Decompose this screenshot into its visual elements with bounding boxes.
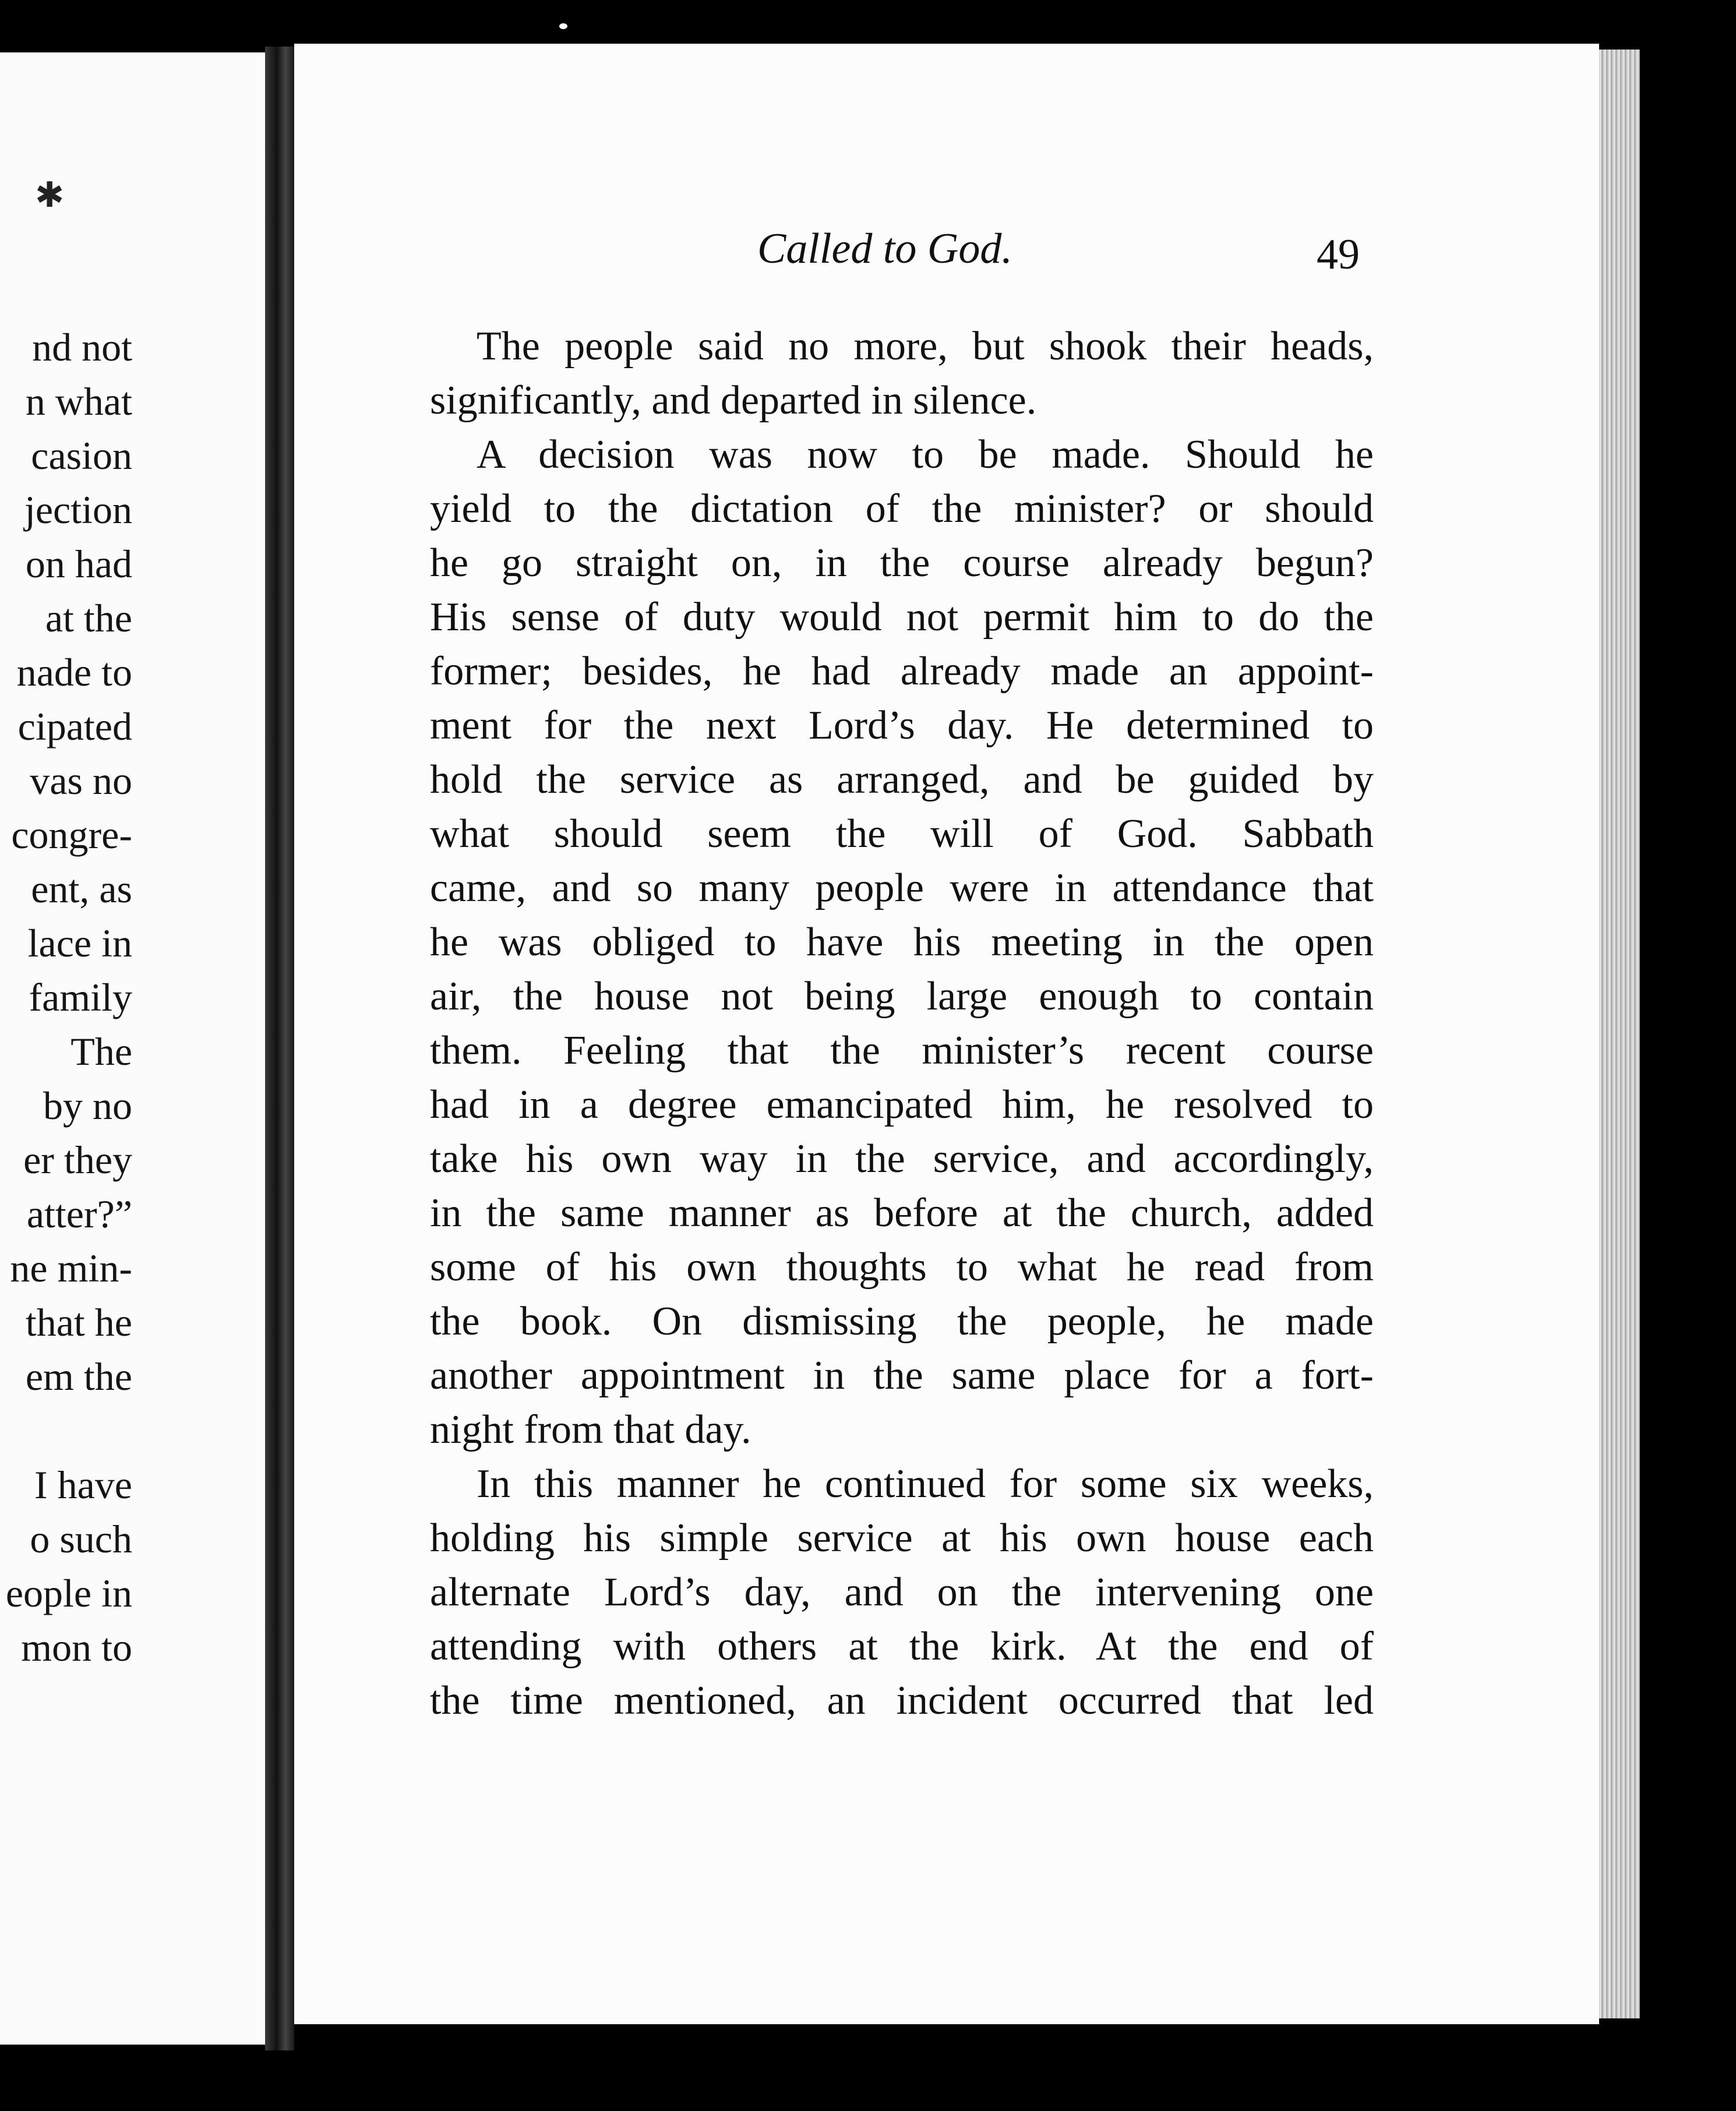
previous-page-line: congre- bbox=[11, 813, 132, 857]
book-gutter bbox=[265, 47, 294, 2050]
text-line: yield to the dictation of the minister? or should bbox=[430, 486, 1374, 531]
previous-page-line: by no bbox=[43, 1083, 132, 1128]
text-line: hold the service as arranged, and be guided by bbox=[430, 757, 1374, 802]
previous-page bbox=[0, 52, 265, 2045]
text-line: some of his own thoughts to what he read from bbox=[430, 1245, 1374, 1290]
previous-page-line: em the bbox=[25, 1354, 132, 1399]
text-line: air, the house not being large enough to contain bbox=[430, 974, 1374, 1019]
text-line: former; besides, he had already made an appoint- bbox=[430, 649, 1374, 694]
text-line: had in a degree emancipated him, he resolved to bbox=[430, 1082, 1374, 1127]
previous-page-line: n what bbox=[25, 379, 132, 423]
previous-page-line: o such bbox=[30, 1517, 132, 1561]
previous-page-line: nade to bbox=[16, 650, 132, 694]
text-line: The people said no more, but shook their heads, bbox=[477, 324, 1374, 369]
previous-page-line: I have bbox=[34, 1463, 132, 1507]
text-line: came, and so many people were in attendance that bbox=[430, 866, 1374, 910]
text-line: the book. On dismissing the people, he made bbox=[430, 1299, 1374, 1344]
previous-page-line: atter?” bbox=[26, 1192, 132, 1236]
previous-page-line: cipated bbox=[17, 704, 132, 749]
previous-page-line: that he bbox=[25, 1300, 132, 1344]
previous-page-line: nd not bbox=[32, 325, 132, 369]
text-line: what should seem the will of God. Sabbath bbox=[430, 811, 1374, 856]
text-line: attending with others at the kirk. At the end of bbox=[430, 1624, 1374, 1669]
previous-page-line: on had bbox=[25, 542, 132, 586]
previous-page-line: casion bbox=[31, 433, 132, 478]
text-line: In this manner he continued for some six weeks, bbox=[477, 1462, 1374, 1506]
text-line: night from that day. bbox=[430, 1407, 751, 1452]
previous-page-line: ent, as bbox=[31, 867, 132, 911]
text-line: he was obliged to have his meeting in the open bbox=[430, 920, 1374, 965]
previous-page-line: jection bbox=[24, 488, 132, 532]
running-header-title: Called to God. bbox=[757, 225, 1012, 273]
text-line: A decision was now to be made. Should he bbox=[477, 432, 1374, 477]
previous-page-line: eople in bbox=[5, 1571, 132, 1615]
previous-page-line: family bbox=[29, 975, 132, 1019]
text-line: them. Feeling that the minister’s recent course bbox=[430, 1028, 1374, 1073]
previous-page-line: The bbox=[70, 1029, 132, 1074]
text-line: His sense of duty would not permit him to do the bbox=[430, 595, 1374, 640]
text-line: take his own way in the service, and accordingly, bbox=[430, 1136, 1374, 1181]
previous-page-text bbox=[0, 320, 265, 1675]
page-number: 49 bbox=[1317, 231, 1360, 278]
previous-page-line: mon to bbox=[21, 1625, 132, 1669]
text-line: the time mentioned, an incident occurred that led bbox=[430, 1678, 1374, 1723]
text-line: ment for the next Lord’s day. He determined to bbox=[430, 703, 1374, 748]
text-line: significantly, and departed in silence. bbox=[430, 378, 1037, 423]
scan-speck bbox=[559, 23, 567, 29]
text-line: another appointment in the same place for a fort- bbox=[430, 1353, 1374, 1398]
previous-page-line: at the bbox=[45, 596, 132, 640]
previous-page-line: er they bbox=[23, 1138, 132, 1182]
text-line: holding his simple service at his own house each bbox=[430, 1516, 1374, 1561]
previous-page-line: ne min- bbox=[10, 1246, 132, 1290]
ornament-icon: ✱ bbox=[35, 175, 65, 216]
text-line: in the same manner as before at the church, added bbox=[430, 1191, 1374, 1235]
body-text bbox=[430, 319, 1374, 1728]
text-line: he go straight on, in the course already begun? bbox=[430, 541, 1374, 585]
previous-page-line: vas no bbox=[30, 758, 132, 803]
previous-page-line: lace in bbox=[27, 921, 132, 965]
page-edges bbox=[1599, 50, 1640, 2018]
previous-page-line bbox=[0, 1404, 265, 1458]
text-line: alternate Lord’s day, and on the intervening one bbox=[430, 1570, 1374, 1615]
